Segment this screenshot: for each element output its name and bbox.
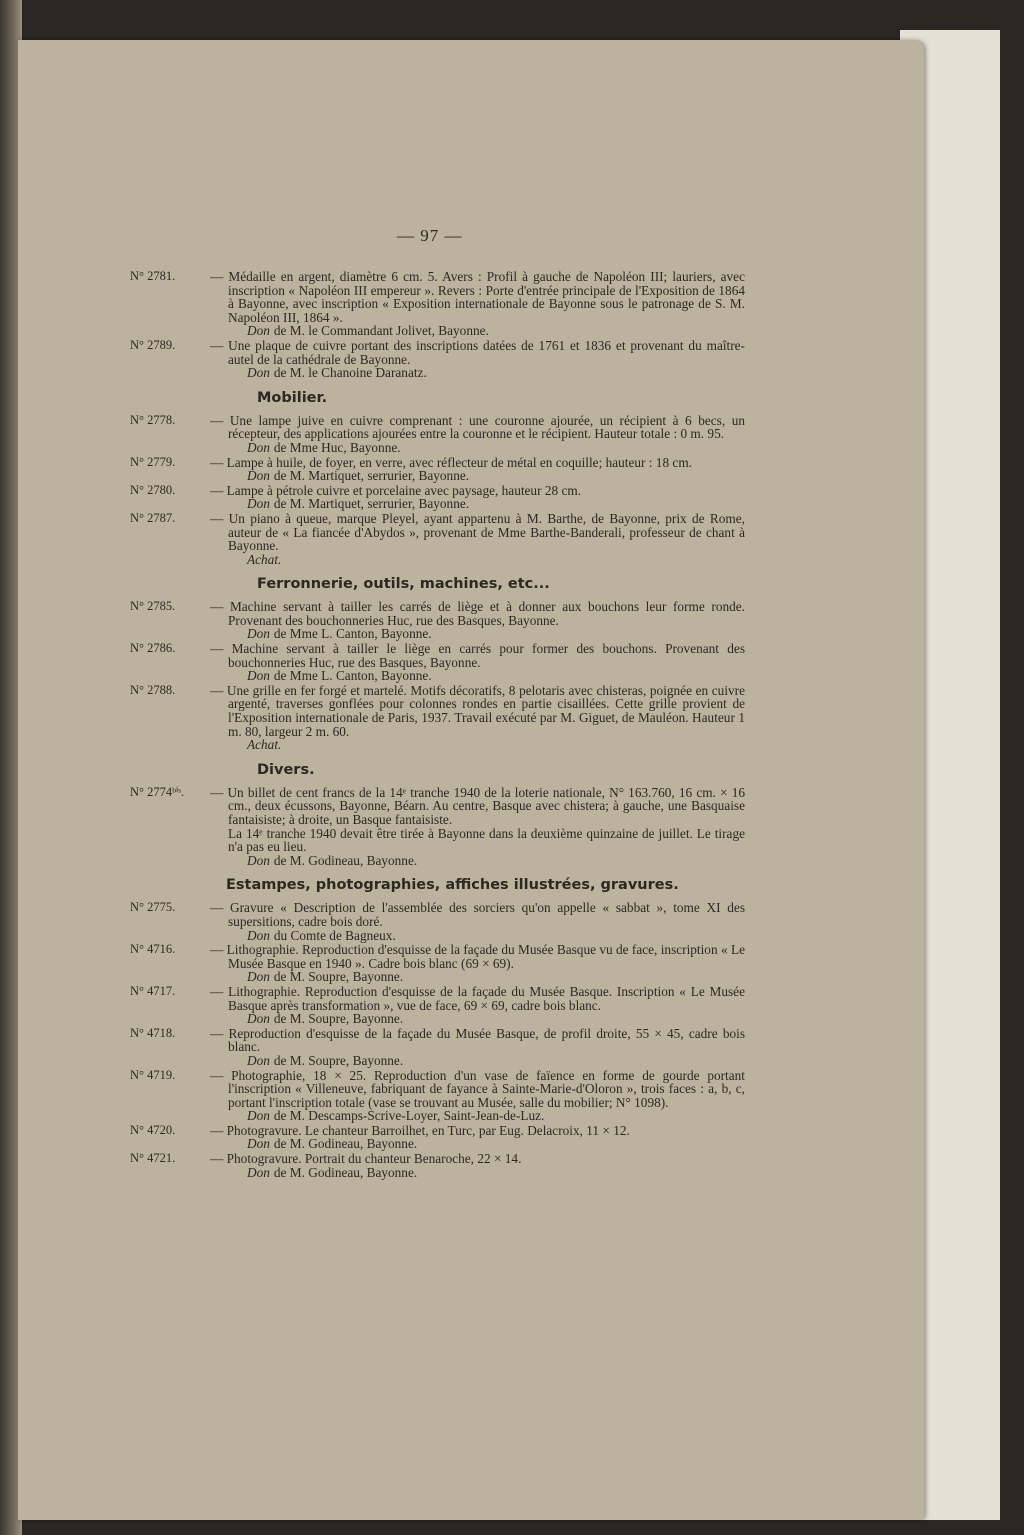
source-type: Don (247, 439, 270, 455)
entry-description: — Lampe à huile, de foyer, en verre, avec réflecteur de métal en coquille; hauteur : 18 cm. (210, 454, 692, 470)
entry-source (247, 970, 745, 984)
entry-number: N° 2780. (130, 482, 176, 497)
source-type: Don (247, 496, 270, 512)
entry-source (247, 366, 745, 380)
entry-description: — Un billet de cent francs de la 14ᵉ tranche 1940 de la loterie nationale, N° 163.760, 16 cm. × 16 cm., deux écussons, Bayonne, Béarn. Au centre, Basque avec chistera; à gauche, une Basquaise fantaisiste; à droite, un Basque fantaisiste. (210, 784, 745, 827)
catalogue-entry (130, 943, 745, 984)
catalogue-entry (130, 1027, 745, 1068)
catalogue-entry (130, 414, 745, 455)
entry-description: — Lithographie. Reproduction d'esquisse de la façade du Musée Basque. Inscription « Le Musée Basque après transformation », vue de face, 69 × 69, cadre bois blanc. (210, 983, 745, 1013)
entry-source (247, 627, 745, 641)
source-donor: du Comte de Bagneux. (273, 927, 396, 943)
source-donor: de M. Martiquet, serrurier, Bayonne. (273, 468, 470, 484)
entry-number: N° 2787. (130, 510, 176, 525)
catalogue-entry (130, 512, 745, 566)
source-donor: de M. Godineau, Bayonne. (273, 852, 418, 868)
entry-description: — Machine servant à tailler les carrés de liège et à donner aux bouchons leur forme ronde. Provenant des bouchonneries Huc, rue des Basques, Bayonne. (210, 599, 745, 628)
entry-source (247, 1137, 745, 1151)
section-heading: Divers. (257, 761, 315, 778)
entry-number: N° 2779. (130, 454, 176, 469)
entry-note: La 14ᵉ tranche 1940 devait être tirée à Bayonne dans la deuxième quinzaine de juillet. Le tirage n'a pas eu lieu. (228, 825, 745, 855)
source-donor: de M. Martiquet, serrurier, Bayonne. (273, 496, 470, 512)
source-donor: de M. le Commandant Jolivet, Bayonne. (273, 323, 489, 339)
catalogue-entry (130, 985, 745, 1026)
section-heading: Ferronnerie, outils, machines, etc... (257, 576, 550, 593)
source-type: Don (247, 365, 270, 381)
entry-number: N° 4717. (130, 983, 176, 998)
entry-description: — Un piano à queue, marque Pleyel, ayant appartenu à M. Barthe, de Bayonne, prix de Rome, auteur de « La fiancée d'Abydos », provenant de Mme Barthe-Banderali, professeur de chant à Bayonne. (210, 510, 745, 554)
entry-number: N° 4720. (130, 1122, 176, 1137)
entry-description: — Lampe à pétrole cuivre et porcelaine avec paysage, hauteur 28 cm. (210, 482, 582, 498)
entry-description: — Lithographie. Reproduction d'esquisse de la façade du Musée Basque vu de face, inscription « Le Musée Basque en 1940 ». Cadre bois blanc (69 × 69). (210, 942, 745, 971)
catalogue-entry (130, 642, 745, 683)
source-type: Don (247, 668, 270, 684)
entry-description: — Médaille en argent, diamètre 6 cm. 5. Avers : Profil à gauche de Napoléon III; lauriers, avec inscription « Napoléon III empereur ». Revers : Porte d'entrée principale de l'Exposition de 1864 à Bayonne, avec inscription « Exposition internationale de Bayonne sous le patronage de S. M. Napoléon III, 1864 ». (210, 269, 745, 325)
entry-source (247, 854, 745, 868)
catalogue-entry (130, 270, 745, 338)
entry-description: — Gravure « Description de l'assemblée des sorciers qu'on appelle « sabbat », tome XI des supersitions, cadre bois doré. (210, 900, 745, 929)
entry-source (247, 669, 745, 683)
source-type: Don (247, 626, 270, 642)
page-number: — 97 — (397, 226, 463, 245)
source-donor: de M. Soupre, Bayonne. (273, 969, 404, 985)
entry-source (247, 1012, 745, 1026)
entry-description: — Photographie, 18 × 25. Reproduction d'un vase de faïence en forme de gourde portant l'inscription « Villeneuve, fabriquant de fayance à Sainte-Marie-d'Oloron », trois faces : a, b, c, portant l'inscription totale (vase se trouvant au Musée, salle du mobilier; N° 1098). (210, 1067, 745, 1110)
entry-source (247, 1054, 745, 1068)
entry-description: — Une grille en fer forgé et martelé. Motifs décoratifs, 8 pelotaris avec chisteras, poignée en cuivre argenté, traverses gonflées pour colonnes rondes en partie cisaillées. Cette grille provient de l'Exposition internationale de Paris, 1937. Travail exécuté par M. Giguet, de Mauléon. Hauteur 1 m. 80, largeur 2 m. 60. (210, 682, 745, 739)
source-donor: de M. le Chanoine Daranatz. (273, 365, 427, 381)
source-donor: de M. Godineau, Bayonne. (273, 1136, 418, 1152)
entry-description: — Photogravure. Le chanteur Barroilhet, en Turc, par Eug. Delacroix, 11 × 12. (210, 1122, 630, 1138)
entry-source (247, 324, 745, 338)
entry-source (247, 1166, 745, 1180)
entry-number: N° 4716. (130, 942, 176, 957)
source-donor: de M. Godineau, Bayonne. (273, 1164, 418, 1180)
catalogue-entry (130, 786, 745, 868)
entry-description: — Machine servant à tailler le liège en carrés pour former des bouchons. Provenant des bouchonneries Huc, rue des Basques, Bayonne. (210, 641, 745, 670)
entry-number: N° 2775. (130, 900, 176, 915)
entry-number: N° 2789. (130, 337, 176, 352)
section-heading: Mobilier. (257, 389, 328, 406)
entry-number: N° 4721. (130, 1151, 176, 1166)
entry-source (247, 469, 745, 483)
entry-source (247, 929, 745, 943)
catalogue-entry (130, 456, 745, 483)
section-heading: Estampes, photographies, affiches illustrées, gravures. (226, 877, 679, 894)
entry-number: N° 2788. (130, 682, 176, 697)
source-type: Don (247, 1108, 270, 1124)
entry-source (247, 497, 745, 511)
entry-number: N° 4719. (130, 1067, 176, 1082)
entry-description: — Une plaque de cuivre portant des inscriptions datées de 1761 et 1836 et provenant du maître-autel de la cathédrale de Bayonne. (210, 337, 745, 367)
entry-number: N° 2786. (130, 641, 176, 656)
source-type: Don (247, 1052, 270, 1068)
entry-description: — Photogravure. Portrait du chanteur Benaroche, 22 × 14. (210, 1151, 522, 1167)
source-donor: de Mme Huc, Bayonne. (273, 439, 401, 455)
catalogue-entry (130, 1069, 745, 1123)
catalogue-entry (130, 484, 745, 511)
catalogue-entry (130, 901, 745, 942)
catalogue-entry (130, 684, 745, 752)
entry-source (247, 553, 745, 567)
catalogue-entry (130, 1124, 745, 1151)
catalogue-column (130, 270, 745, 1180)
source-donor: de Mme L. Canton, Bayonne. (273, 668, 432, 684)
catalogue-entry (130, 1152, 745, 1179)
source-type: Achat. (247, 551, 282, 567)
entry-source (247, 738, 745, 752)
entry-source (247, 441, 745, 455)
source-type: Don (247, 969, 270, 985)
source-donor: de M. Soupre, Bayonne. (273, 1052, 404, 1068)
entry-source (247, 1109, 745, 1123)
source-type: Don (247, 1164, 270, 1180)
source-type: Don (247, 1011, 270, 1027)
entry-number: N° 2774ᵇⁱˢ. (130, 784, 185, 799)
source-type: Achat. (247, 737, 282, 753)
source-type: Don (247, 323, 270, 339)
source-type: Don (247, 852, 270, 868)
entry-number: N° 2778. (130, 412, 176, 427)
entry-number: N° 2785. (130, 599, 176, 614)
source-type: Don (247, 468, 270, 484)
catalogue-entry (130, 600, 745, 641)
entry-number: N° 4718. (130, 1025, 176, 1040)
source-type: Don (247, 1136, 270, 1152)
entry-description: — Reproduction d'esquisse de la façade du Musée Basque, de profil droite, 55 × 45, cadre bois blanc. (210, 1025, 745, 1055)
source-donor: de M. Descamps-Scrive-Loyer, Saint-Jean-de-Luz. (273, 1108, 545, 1124)
source-donor: de M. Soupre, Bayonne. (273, 1011, 404, 1027)
entry-number: N° 2781. (130, 269, 176, 283)
source-donor: de Mme L. Canton, Bayonne. (273, 626, 432, 642)
catalogue-entry (130, 339, 745, 380)
source-type: Don (247, 927, 270, 943)
entry-description: — Une lampe juive en cuivre comprenant : une couronne ajourée, un récipient à 6 becs, un récepteur, des applications ajourées entre la couronne et le récipient. Hauteur totale : 0 m. 95. (210, 412, 745, 442)
